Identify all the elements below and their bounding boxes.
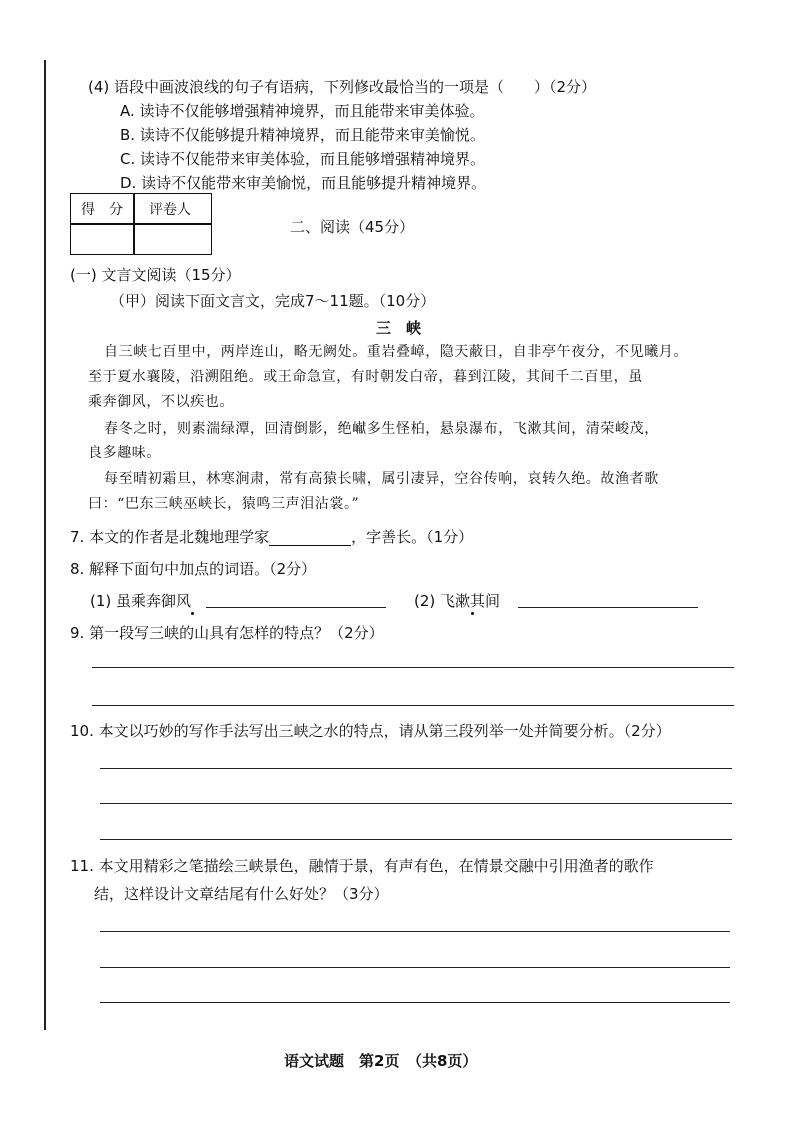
passage-line: 至于夏水襄陵，沿溯阻绝。或王命急宣，有时朝发白帝，暮到江陵，其间千二百里，虽 — [88, 369, 643, 385]
binding-margin-line — [44, 60, 46, 1030]
question-7 — [70, 528, 473, 546]
part-title: (一) 文言文阅读（15分） — [70, 266, 241, 284]
question-11: 11. 本文用精彩之笔描绘三峡景色，融情于景，有声有色，在情景交融中引用渔者的歌作 — [70, 857, 654, 875]
answer-line[interactable] — [92, 667, 734, 668]
question-8-item-2: (2) 飞漱其间 — [414, 592, 501, 610]
question-11-cont: 结，这样设计文章结尾有什么好处？（3分） — [94, 885, 389, 903]
question-9: 9. 第一段写三峡的山具有怎样的特点？（2分） — [70, 624, 384, 642]
answer-blank[interactable] — [518, 607, 698, 608]
question-8: 8. 解释下面句中加点的词语。（2分） — [70, 560, 317, 578]
answer-line[interactable] — [100, 803, 732, 804]
question-7-text-end: ，字善长。（1分） — [351, 528, 474, 546]
answer-line[interactable] — [100, 839, 732, 840]
section-title: 二、阅读（45分） — [290, 218, 415, 236]
score-table-header-score: 得 分 — [81, 202, 123, 218]
passage-line: 曰：“巴东三峡巫峡长，猿鸣三声泪沾裳。” — [88, 496, 360, 512]
passage-line: 良多趣味。 — [88, 445, 161, 461]
reading-instruction: （甲）阅读下面文言文，完成7～11题。（10分） — [110, 292, 436, 310]
question-10: 10. 本文以巧妙的写作手法写出三峡之水的特点，请从第三段列举一处并简要分析。（2分） — [70, 722, 671, 740]
answer-blank[interactable] — [269, 545, 351, 546]
page-footer: 语文试题 第2页 （共8页） — [284, 1052, 478, 1070]
answer-line[interactable] — [100, 967, 730, 968]
q4-option-c: C. 读诗不仅能带来审美体验，而且能够增强精神境界。 — [120, 150, 486, 168]
answer-line[interactable] — [100, 1002, 730, 1003]
score-table — [70, 193, 212, 255]
score-table-divider — [71, 223, 211, 225]
passage-line: 乘奔御风，不以疾也。 — [88, 394, 234, 410]
emphasis-dot — [191, 612, 194, 615]
q4-stem: (4) 语段中画波浪线的句子有语病，下列修改最恰当的一项是（ ）（2分） — [88, 78, 597, 96]
q4-option-d: D. 读诗不仅能带来审美愉悦，而且能够提升精神境界。 — [120, 174, 487, 192]
passage-line: 春冬之时，则素湍绿潭，回清倒影，绝𪩘多生怪柏，悬泉瀑布，飞漱其间，清荣峻茂， — [104, 421, 659, 437]
question-7-text: 7. 本文的作者是北魏地理学家 — [70, 528, 270, 546]
passage-line: 每至晴初霜旦，林寒涧肃，常有高猿长啸，属引凄异，空谷传响，哀转久绝。故渔者歌 — [104, 471, 659, 487]
passage-title: 三 峡 — [376, 319, 422, 337]
q4-option-b: B. 读诗不仅能够提升精神境界，而且能带来审美愉悦。 — [120, 126, 485, 144]
score-table-header-grader: 评卷人 — [149, 202, 191, 218]
answer-line[interactable] — [100, 768, 732, 769]
answer-line[interactable] — [92, 705, 734, 706]
question-8-item-1: (1) 虽乘奔御风 — [90, 592, 192, 610]
q4-option-a: A. 读诗不仅能够增强精神境界，而且能带来审美体验。 — [120, 102, 485, 120]
answer-blank[interactable] — [206, 607, 386, 608]
passage-line: 自三峡七百里中，两岸连山，略无阙处。重岩叠嶂，隐天蔽日，自非亭午夜分，不见曦月。 — [104, 344, 688, 360]
answer-line[interactable] — [100, 931, 730, 932]
emphasis-dot — [471, 612, 474, 615]
